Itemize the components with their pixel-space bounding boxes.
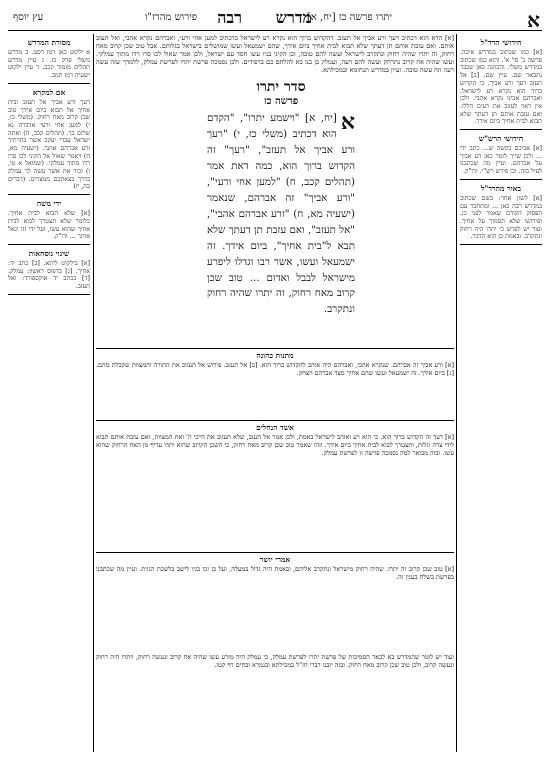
sedra-title: סדר יתרו (256, 79, 306, 95)
header-title: מדרש (275, 8, 312, 27)
continued-commentary-text: ועוד יש לומר שהמדרש בא לבאר הסמיכות של פרשת יתרו לפרשת עמלק, כי עמלק היה מזרע עשו שהיה אח קרוב ונעשה רחוק, ויתרו היה רחוק ונעשה קרוב, ולכן טוב שכן קרוב מאח רחוק. ובזה יובנו דברי חז"ל במכילתא ובגמרא זבחים דף קטז. (96, 653, 454, 669)
midrash-text: [יח, א] "וישמע יתרו", "הקדם הוא דכתיב (משלי כז, י) "רעך ורע אביך אל תעזב", "רעך" זה הקדוש ברוך הוא, כמה דאת אמר (תהלים קכב, ח) "למען אחי ורעי", "ורע אביך" זה אברהם, שנאמר (ישעיה מא, ח) "זרע אברהם אהבי", "אל תעזב", ואם עזבת תן דעתך שלא תבא ל"בית אחיך", ביום אידך. זה ישמעאל ועשו, אשר רבו וגדלו ליפרע מישראל לבבל ואדום ... טוב שכן קרוב מאח רחוק, זה יתרו שהיה רחוק ונתקרב. (207, 112, 355, 316)
page-header (8, 8, 542, 31)
shinuyei-nuschaot-title: שינוי נוסחאות (28, 248, 70, 258)
biur-maharadal-box (460, 180, 542, 245)
chidushei-harashash-text: [א] אביכם בקשה ש... כתב ידי ... ולכן שייך לומר כאן רע אביך על אברהם. ועיין מה שכתבנו לעיל בזה. וכן פירש רש"י. ודו"ק. (460, 145, 542, 176)
imrei-yosher-title: אמרי יושר (96, 552, 454, 564)
imrei-yosher-text: [א] טוב שכן קרוב זה יתרו. שהיה רחוק מישראל ונתקרב אליהם, ובאמת היה גדול במעלה, ועל כן זכו בניו לישב בלשכת הגזית. ועיין מה שכתבנו בפרשת בשלח בענין זה. (96, 565, 454, 582)
mesoret-hamidrash-title: מסורת המדרש (27, 38, 71, 47)
drop-cap-letter: א (340, 109, 355, 135)
yedei-moshe-box (8, 195, 90, 245)
em-lamikra-text: רעך ורע אביך אל תעזב ובית אחיך אל תבוא ביום אידך טוב שכן קרוב מאח רחוק. (משלי כז, י) למען אחי ורעי אדברה נא שלום בך. (תהלים קכב, ח) ואתה ישראל עבדי יעקב אשר בחרתיך זרע אברהם אהבי. (ישעיה מא, ח) ויאמר שאול אל הקיני לכו סרו רדו מתוך עמלקי. (שמואל א טו, ו) זכור את אשר עשה לך עמלק בדרך בצאתכם ממצרים. (דברים כה, יז) (8, 98, 90, 191)
eshed-hanechalim-title: אשד הנחלים (96, 420, 454, 432)
biur-maharadal-title: באור מהרד"ל (480, 183, 522, 193)
em-lamikra-box (8, 84, 90, 195)
matnot-kehuna-title: מתנות כהונה (96, 348, 454, 360)
main-midrash-text (206, 78, 356, 316)
page-letter: א (527, 8, 540, 32)
shinuyei-nuschaot-box (8, 245, 90, 295)
chidushei-haradal-title: חידושי הרד"ל (480, 38, 522, 47)
parasha-title: פרשה כז (263, 96, 299, 107)
chidushei-harashash-title: חידושי הרש"ש (478, 133, 524, 143)
header-etz-yosef: עץ יוסף (13, 12, 44, 23)
matnot-kehuna-section (96, 346, 454, 416)
continued-commentary-section (96, 652, 454, 752)
chidushei-haradal-text: [א] כמו שכתוב במדרש איכה. פרשה ב' סי' א'. והוא כמו שכתוב במדרש משלי. והכוונה כאן שכבר נתבאר שם. עיין שם. [ב] אל תעזב רעך ורע אביך. כי הקדוש ברוך הוא נקרא רע לישראל. ואברהם אבינו נקרא אהבי. ולכן אין ראוי לעזוב את רעים הללו. ואם עזבת אותם תן דעתך שלא תבוא לבית אחיך ביום אידך. (460, 49, 542, 126)
biur-maharadal-text: [א] לשון אחר: בשם שכתוב במדרש רבה כאן ... ומתחבר עם הפסוק הקודם שאמר לפני כן. ופירושו שלא תסמוך על אחיך. ועוד יש לפרש כי יתרו היה רחוק ונתקרב. ובאמת כן הוא הדבר. (460, 194, 542, 241)
eshed-hanechalim-section (96, 418, 454, 548)
eshed-hanechalim-text: [א] רעך זה הקדוש ברוך הוא. כי הוא רע ואוהב לישראל באמת, ולכן אמר אל תעזב, שלא תעזוב את דרכי ה' ואת המצוות, ואם עזבת אותם תבוא לידי צרה וגלות, ותצטרך לבוא לבית אחיך ביום אידך. וזהו שאמר טוב שכן קרוב מאח רחוק, כי השכן הקרוב שהוא יתרו עדיף מן האח הרחוק שהוא עשו. ובזה מבואר למה נסמכה פרשה זו לפרשת עמלק. (96, 433, 454, 457)
yedei-moshe-title: ידי משה (36, 199, 62, 209)
shinuyei-nuschaot-text: [א] בילקוט ליתא. [ב] כתב יד: אחיך. [ג] בדפוס ראשון: עמלק. [ד] בכתב יד אוקספורד: ואל תעזב. (8, 260, 90, 291)
chidushei-haradal-box (460, 34, 542, 130)
header-rabba: רבה (217, 8, 242, 27)
imrei-yosher-section (96, 550, 454, 650)
chidushei-harashash-box (460, 130, 542, 180)
em-lamikra-title: אם למקרא (32, 87, 66, 97)
header-portion: יתרו פרשה כז [יח, א] (306, 12, 392, 23)
matnot-kehuna-text: [א] ורע אביך זה אברהם. שנקרא אהבי, ואברהם היה אוהב להקדוש ברוך הוא. [ב] אל תעזב. פירוש אל תעזוב את התורה והמצוות שקבלת מהם. [ג] ביום אידך. זה ישמעאל ועשו שהם אחיך מצד אברהם ויצחק. (96, 361, 454, 378)
midrash-body (207, 111, 355, 318)
header-perush: פירוש מהרז"ו (144, 12, 197, 23)
mesoret-hamidrash-box (8, 34, 90, 84)
center-area (96, 34, 454, 752)
right-column (456, 34, 542, 752)
commentary-text: [א] הדא הוא דכתיב רעך ורע אביך אל תעזב. דהקדוש ברוך הוא נקרא רע לישראל כדכתיב למען אחי ורעי, ואברהם נקרא אהבי, ואל תעזב אותם. ואם עזבת אותם תן דעתך שלא תבוא לבית אחיך ביום אידך, שהם ישמעאל ועשו שמושלים בישראל בגלותם. אבל טוב שכן קרוב מאח רחוק, זה יתרו שהיה רחוק ונתקרב לישראל ועשה להם טובה, וכן הקיני בניו עשו חסד עם ישראל, ולכן אמר שאול לכו סרו רדו מתוך עמלקי. ועשו שהיה אח קרוב נתרחק ועשה להם רעה, ועמלק בן בנו בא להלחם בם ברפידים. ולכן נסמכה פרשת יתרו לפרשת עמלק, ללמדך שזה עשה רעה וזה עשה טובה. ועיין במדרש תנחומא ובמכילתא. (96, 34, 454, 74)
mesoret-hamidrash-text: א ילקוט כאן רמז רסט. ב מדרש משלי פרק כז. ג עיין מדרש תהלים מזמור קכב. ד עיין ילקוט ישעיה רמז תמב. (8, 49, 90, 80)
left-column (8, 34, 94, 752)
yedei-moshe-text: [א] שלא תבוא לבית אחיך. כלומר שלא תצטרך לבוא לבית אחיך שהוא עשו, ועל ידי זה יגאל אותך ... ודו"ק. (8, 210, 90, 241)
